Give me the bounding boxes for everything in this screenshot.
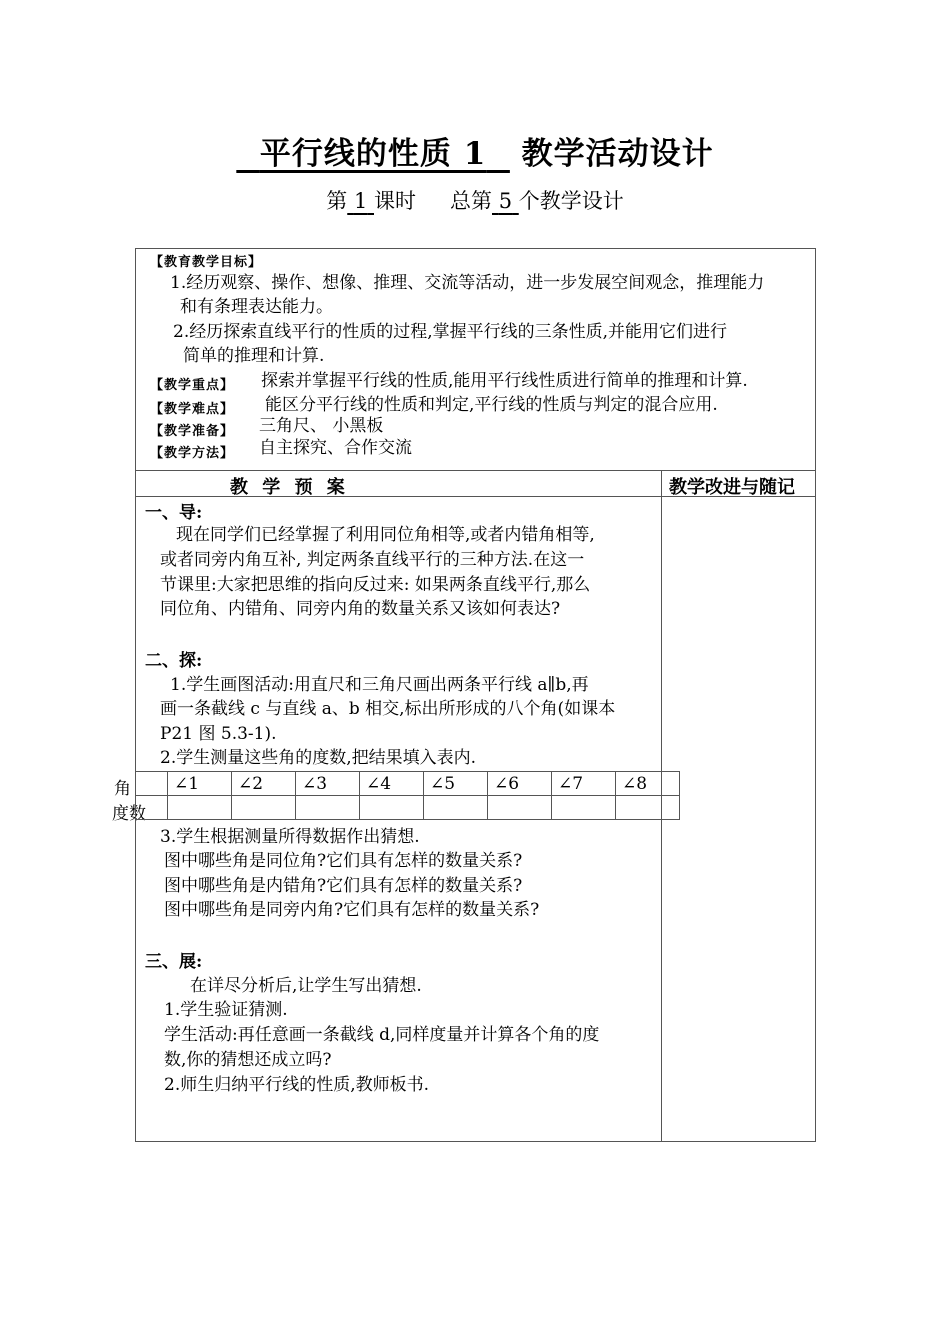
degree-cell (552, 796, 616, 820)
table-cell (136, 796, 168, 820)
section-3-line: 数,你的猜想还成立吗? (164, 1050, 332, 1070)
objective-1-line-2: 和有条理表达能力。 (180, 297, 333, 317)
degree-cell (232, 796, 296, 820)
objective-1-line-1: 1.经历观察、操作、想像、推理、交流等活动，进一步发展空间观念，推理能力 (170, 273, 765, 293)
angle-table (135, 771, 680, 820)
degree-cell (616, 796, 680, 820)
section-1-line: 同位角、内错角、同旁内角的数量关系又该如何表达? (160, 599, 561, 619)
title-main: 平行线的性质 1 (259, 136, 487, 172)
section-2-line: P21 图 5.3-1). (160, 724, 277, 744)
section-2b-line: 图中哪些角是内错角?它们具有怎样的数量关系? (164, 876, 523, 896)
total-number: 5 (498, 189, 513, 213)
difficulty-text: 能区分平行线的性质和判定,平行线的性质与判定的混合应用. (265, 395, 718, 415)
degree-row (136, 796, 680, 820)
section-2-line: 2.学生测量这些角的度数,把结果填入表内. (160, 748, 477, 768)
lesson-suffix: 课时 (374, 189, 416, 213)
section-3-heading: 三、展: (145, 952, 203, 972)
degree-cell (360, 796, 424, 820)
angle-row (136, 772, 680, 796)
lesson-prefix: 第 (326, 189, 348, 213)
angle-cell: ∠7 (552, 772, 616, 796)
objectives-label: 【教育教学目标】 (150, 255, 263, 270)
degree-cell (424, 796, 488, 820)
angle-cell: ∠3 (296, 772, 360, 796)
degree-row-label: 度数 (112, 804, 146, 824)
section-1-line: 现在同学们已经掌握了利用同位角相等,或者内错角相等, (176, 525, 595, 545)
plan-header: 教 学 预 案 (230, 477, 345, 498)
section-2b-line: 图中哪些角是同旁内角?它们具有怎样的数量关系? (164, 900, 540, 920)
angle-row-label: 角 (114, 779, 131, 799)
section-1-heading: 一、导: (145, 503, 203, 523)
page-subtitle (0, 185, 950, 215)
page-title (0, 128, 950, 173)
section-3-line: 在详尽分析后,让学生写出猜想. (190, 976, 422, 996)
section-2-line: 画一条截线 c 与直线 a、b 相交,标出所形成的八个角(如课本 (160, 699, 616, 719)
notes-header: 教学改进与随记 (669, 477, 795, 498)
key-point-label: 【教学重点】 (150, 378, 235, 393)
title-suffix: 教学活动设计 (521, 136, 714, 172)
section-2-line: 1.学生画图活动:用直尺和三角尺画出两条平行线 a∥b,再 (170, 675, 589, 695)
notes-content-cell (661, 496, 816, 1142)
key-point-text: 探索并掌握平行线的性质,能用平行线性质进行简单的推理和计算. (261, 371, 748, 391)
section-2b-line: 图中哪些角是同位角?它们具有怎样的数量关系? (164, 851, 523, 871)
preparation-text: 三角尺、 小黑板 (259, 416, 384, 436)
section-3-line: 1.学生验证猜测. (164, 1000, 288, 1020)
lesson-number: 1 (353, 189, 368, 213)
objective-2-line-1: 2.经历探索直线平行的性质的过程,掌握平行线的三条性质,并能用它们进行 (173, 322, 728, 342)
objective-2-line-2: 简单的推理和计算. (183, 346, 325, 366)
plan-header-cell (135, 470, 662, 497)
section-3-line: 2.师生归纳平行线的性质,教师板书. (164, 1075, 430, 1095)
total-prefix: 总第 (450, 189, 492, 213)
angle-cell: ∠6 (488, 772, 552, 796)
section-1-line: 节课里:大家把思维的指向反过来: 如果两条直线平行,那么 (160, 575, 591, 595)
degree-cell (488, 796, 552, 820)
section-2-heading: 二、探: (145, 651, 203, 671)
degree-cell (168, 796, 232, 820)
degree-cell (296, 796, 360, 820)
angle-cell: ∠8 (616, 772, 680, 796)
angle-cell: ∠1 (168, 772, 232, 796)
angle-cell: ∠4 (360, 772, 424, 796)
method-text: 自主探究、合作交流 (259, 438, 412, 458)
section-2b-line: 3.学生根据测量所得数据作出猜想. (160, 827, 420, 847)
preparation-label: 【教学准备】 (150, 424, 235, 439)
angle-cell: ∠5 (424, 772, 488, 796)
table-cell (136, 772, 168, 796)
method-label: 【教学方法】 (150, 446, 235, 461)
difficulty-label: 【教学难点】 (150, 402, 235, 417)
section-3-line: 学生活动:再任意画一条截线 d,同样度量并计算各个角的度 (164, 1025, 600, 1045)
angle-cell: ∠2 (232, 772, 296, 796)
total-suffix: 个教学设计 (518, 189, 624, 213)
section-1-line: 或者同旁内角互补, 判定两条直线平行的三种方法.在这一 (160, 550, 585, 570)
